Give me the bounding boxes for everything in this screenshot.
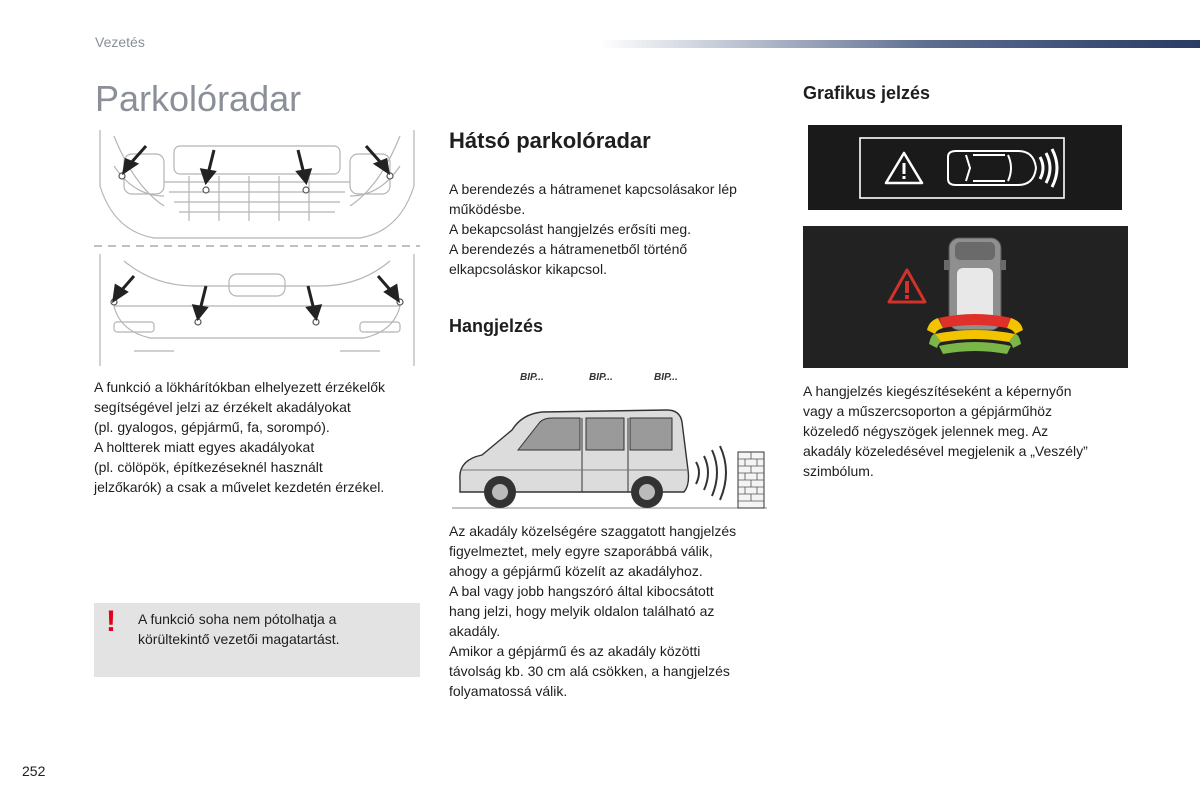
beep-label: BIP... (520, 372, 544, 383)
warning-triangle-icon (889, 270, 925, 302)
warning-box (94, 603, 420, 677)
display-screen-top (808, 125, 1122, 210)
beep-label: BIP... (654, 372, 678, 383)
sound-wave-icon (696, 446, 726, 500)
beep-label: BIP... (589, 372, 613, 383)
proximity-zones (927, 314, 1023, 354)
display-screen-bottom (803, 226, 1128, 368)
left-description: A funkció a lökhárítókban elhelyezett érzékelők segítségével jelzi az érzékelt akadályokat (pl. gyalogos, gépjármű, fa, sorompó). A holtterek miatt egyes akadályokat (pl. cölöpök, építkezéseknél használt jelzőkarók) a csak a művelet kezdetén érzékel. (94, 379, 386, 495)
page-title: Parkolóradar (95, 78, 302, 119)
arrow-icon (114, 146, 398, 318)
section-label: Vezetés (95, 34, 145, 50)
page-number: 252 (22, 763, 46, 779)
graphic-signal-heading: Grafikus jelzés (803, 83, 931, 103)
graphic-signal-description: A hangjelzés kiegészítéseként a képernyőn vagy a műszercsoporton a gépjárműhöz közeledő négyszögek jelennek meg. Az akadály közeledésével megjelenik a „Veszély” szimbólum. (803, 383, 1088, 479)
warning-triangle-icon (886, 153, 922, 183)
obstacle-wall (738, 452, 764, 508)
header-bar (600, 40, 1200, 48)
reversing-van-illustration (452, 400, 772, 515)
sound-signal-description: Az akadály közelségére szaggatott hangjelzés figyelmeztet, mely egyre szaporábbá válik, ahogy a gépjármű közelít az akadályhoz. A bal vagy jobb hangszóró által kibocsátott hang jelzi, hogy melyik oldalon található az akadály. Amikor a gépjármű és az akadály közötti távolság kb. 30 cm alá csökken, a hangjelzés folyamatossá válik. (449, 523, 737, 699)
warning-mark: ! (106, 605, 116, 638)
sound-signal-heading: Hangjelzés (449, 316, 544, 336)
rear-parking-radar-heading: Hátsó parkolóradar (449, 128, 651, 153)
rear-radar-intro: A berendezés a hátramenet kapcsolásakor lép működésbe. A bekapcsolást hangjelzés erősíti meg. A berendezés a hátramenetből történő elkapcsoláskor kikapcsol. (449, 181, 737, 277)
warning-text: A funkció soha nem pótolhatja a körültekintő vezetői magatartást. (138, 611, 340, 647)
car-top-view-icon (948, 151, 1036, 185)
bumper-sensors-illustration (94, 126, 420, 366)
